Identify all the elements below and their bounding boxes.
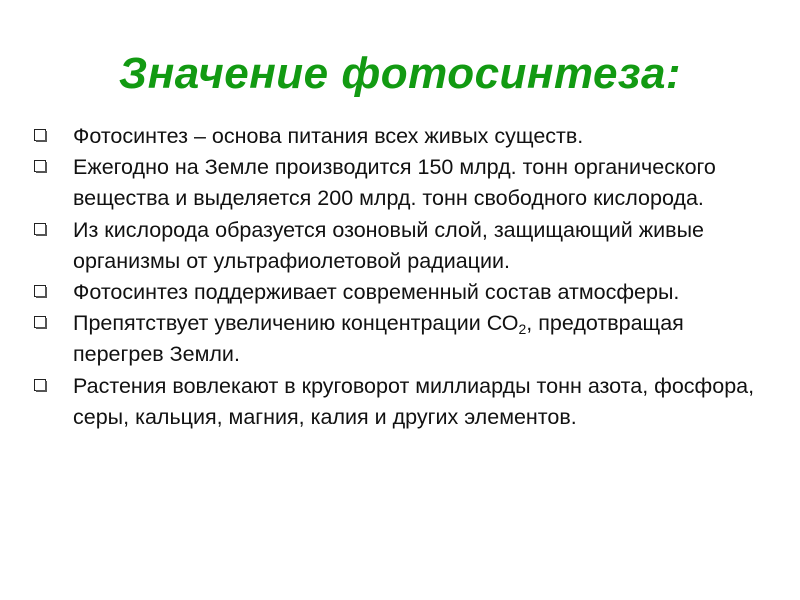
bullet-text-after: , предотвращая перегрев Земли. (73, 311, 684, 367)
bullet-list (34, 121, 774, 433)
bullet-text: Ежегодно на Земле производится 150 млрд. тонн органического вещества и выделяется 200 млрд. тонн свободного кислорода. (73, 155, 716, 211)
checkbox-icon (34, 316, 46, 328)
bullet-text: Из кислорода образуется озоновый слой, защищающий живые организмы от ультрафиолетовой радиации. (73, 217, 705, 273)
slide-title: Значение фотосинтеза: (118, 49, 682, 98)
bullet-text: Фотосинтез – основа питания всех живых существ. (73, 124, 584, 148)
bullet-item (34, 215, 774, 277)
checkbox-icon (34, 129, 46, 141)
bullet-item (34, 121, 774, 152)
bullet-text: Растения вовлекают в круговорот миллиарды тонн азота, фосфора, серы, кальция, магния, калия и других элементов. (73, 373, 755, 429)
checkbox-icon (34, 223, 46, 235)
checkbox-icon (34, 379, 46, 391)
bullet-item (34, 371, 774, 433)
bullet-item (34, 277, 774, 308)
co2-subscript: 2 (518, 321, 527, 338)
bullet-item (34, 308, 774, 370)
bullet-text: Фотосинтез поддерживает современный состав атмосферы. (73, 280, 680, 305)
bullet-item (34, 152, 774, 214)
bullet-text-before: Препятствует увеличению концентрации СО (73, 311, 519, 336)
checkbox-icon (34, 160, 46, 172)
checkbox-icon (34, 285, 46, 297)
